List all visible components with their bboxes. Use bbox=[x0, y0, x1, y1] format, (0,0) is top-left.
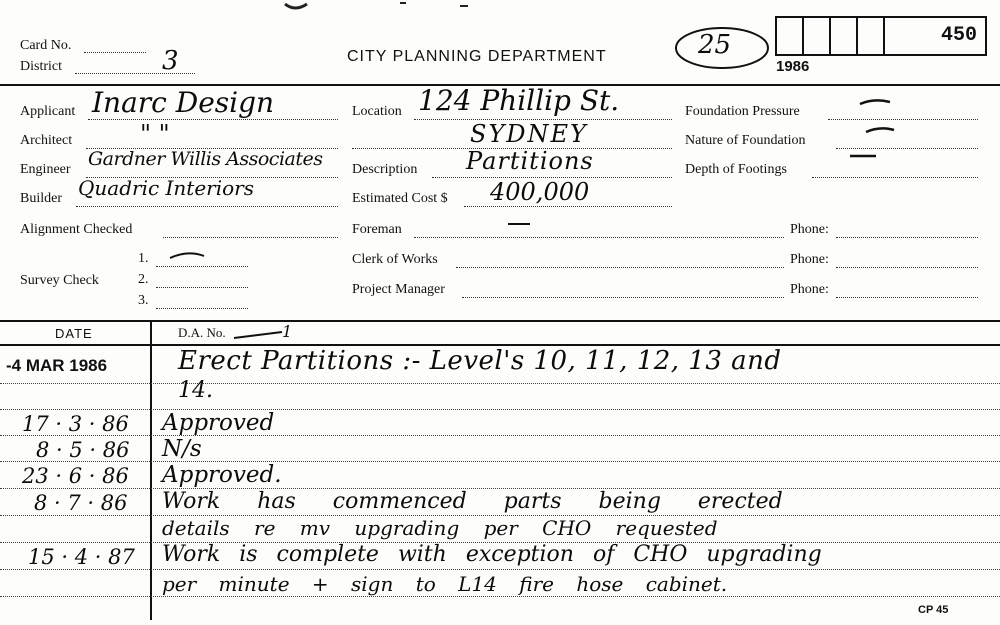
survey-3-line bbox=[156, 308, 248, 309]
location-value: 124 Phillip St. bbox=[418, 84, 620, 117]
architect-value: " " bbox=[140, 120, 170, 148]
project-manager-label: Project Manager bbox=[352, 282, 445, 297]
applicant-label: Applicant bbox=[20, 104, 76, 119]
entry-date-stamp: -4 MAR 1986 bbox=[6, 356, 108, 375]
survey-2-label: 2. bbox=[138, 272, 149, 287]
entry-date: 15 · 4 · 87 bbox=[28, 545, 135, 569]
survey-label: Survey Check bbox=[20, 273, 99, 288]
entry-text: Work is complete with exception of CHO upgrading bbox=[162, 542, 822, 567]
log-rule bbox=[0, 461, 1000, 462]
form-code: CP 45 bbox=[918, 604, 949, 616]
scan-marks bbox=[280, 0, 500, 14]
survey-3-label: 3. bbox=[138, 293, 149, 308]
clerk-phone-label: Phone: bbox=[790, 252, 829, 267]
engineer-value: Gardner Willis Associates bbox=[88, 148, 323, 170]
entry-date: 8 · 5 · 86 bbox=[36, 438, 130, 462]
entry-text: Work has commenced parts being erected bbox=[162, 489, 783, 514]
builder-label: Builder bbox=[20, 191, 62, 206]
entry-text: Erect Partitions :- Level's 10, 11, 12, 13 and bbox=[178, 346, 782, 376]
estimated-cost-value: 400,000 bbox=[490, 178, 590, 206]
entry-text: 14. bbox=[178, 378, 213, 403]
log-rule bbox=[0, 569, 1000, 570]
engineer-label: Engineer bbox=[20, 162, 71, 177]
alignment-label: Alignment Checked bbox=[20, 222, 133, 237]
estimated-cost-line bbox=[464, 206, 672, 207]
survey-1-dash bbox=[168, 250, 208, 262]
alignment-line bbox=[163, 237, 338, 238]
survey-1-label: 1. bbox=[138, 251, 149, 266]
entry-text: Approved bbox=[162, 410, 275, 436]
nature-foundation-dash bbox=[862, 124, 902, 138]
builder-value: Quadric Interiors bbox=[78, 176, 254, 200]
project-manager-line bbox=[462, 297, 784, 298]
nature-foundation-line bbox=[836, 148, 978, 149]
description-value: Partitions bbox=[466, 147, 594, 175]
foreman-label: Foreman bbox=[352, 222, 402, 237]
card-number-boxes bbox=[775, 16, 987, 56]
date-column-header: DATE bbox=[55, 326, 93, 341]
builder-line bbox=[76, 206, 338, 207]
foreman-phone-line bbox=[836, 237, 978, 238]
clerk-phone-line bbox=[836, 267, 978, 268]
entry-text: per minute + sign to L14 fire hose cabinet. bbox=[162, 572, 728, 596]
log-rule bbox=[0, 409, 1000, 410]
circled-number: 25 bbox=[698, 30, 732, 60]
pm-phone-label: Phone: bbox=[790, 282, 829, 297]
log-rule bbox=[0, 435, 1000, 436]
foundation-pressure-label: Foundation Pressure bbox=[685, 104, 800, 119]
entry-text: Approved. bbox=[162, 462, 282, 488]
card-no-label: Card No. bbox=[20, 38, 72, 53]
foreman-line bbox=[414, 237, 784, 238]
nature-foundation-label: Nature of Foundation bbox=[685, 133, 806, 148]
applicant-line bbox=[88, 119, 338, 120]
log-rule bbox=[0, 596, 1000, 597]
description-label: Description bbox=[352, 162, 418, 177]
foreman-dash bbox=[506, 220, 536, 228]
foundation-pressure-line bbox=[828, 119, 978, 120]
survey-2-line bbox=[156, 287, 248, 288]
applicant-value: Inarc Design bbox=[92, 86, 275, 119]
card-no-line bbox=[84, 52, 146, 53]
entry-text: N/s bbox=[162, 436, 202, 462]
entry-date: 23 · 6 · 86 bbox=[22, 464, 129, 488]
pm-phone-line bbox=[836, 297, 978, 298]
department-title: CITY PLANNING DEPARTMENT bbox=[347, 48, 607, 65]
survey-1-line bbox=[156, 266, 248, 267]
entry-date: 8 · 7 · 86 bbox=[34, 491, 128, 515]
location-label: Location bbox=[352, 104, 402, 119]
year-label: 1986 bbox=[776, 58, 810, 75]
depth-footings-line bbox=[812, 177, 978, 178]
log-column-divider bbox=[150, 320, 152, 620]
clerk-label: Clerk of Works bbox=[352, 252, 438, 267]
depth-footings-dash bbox=[846, 150, 886, 162]
clerk-line bbox=[456, 267, 784, 268]
da-number-value: 1 bbox=[282, 322, 293, 341]
estimated-cost-label: Estimated Cost $ bbox=[352, 191, 448, 206]
log-rule bbox=[0, 383, 1000, 384]
entry-date: 17 · 3 · 86 bbox=[22, 412, 129, 436]
location-value-2: SYDNEY bbox=[470, 120, 588, 148]
architect-label: Architect bbox=[20, 133, 73, 148]
district-label: District bbox=[20, 59, 62, 74]
da-number-label: D.A. No. bbox=[178, 325, 226, 340]
card-number: 450 bbox=[940, 24, 977, 47]
entry-text: details re mv upgrading per CHO requested bbox=[162, 516, 718, 540]
foundation-pressure-dash bbox=[856, 96, 896, 110]
foreman-phone-label: Phone: bbox=[790, 222, 829, 237]
depth-footings-label: Depth of Footings bbox=[685, 162, 787, 177]
district-value: 3 bbox=[162, 46, 179, 76]
